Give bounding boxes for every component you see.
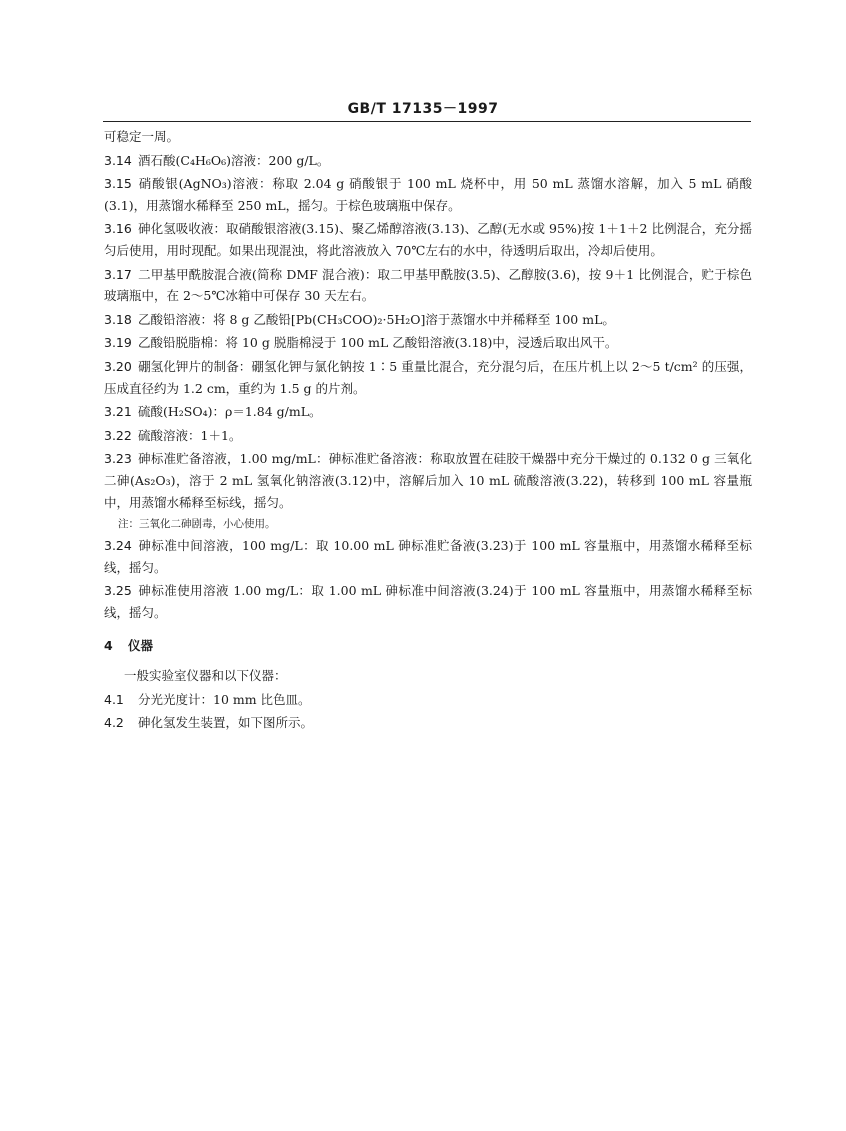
continuation-text: 可稳定一周。 xyxy=(104,129,180,144)
clause-3-17 xyxy=(104,264,752,307)
clause-3-19 xyxy=(104,332,752,354)
items-list xyxy=(104,150,752,514)
section-title: 仪器 xyxy=(128,638,154,654)
clause-4-2 xyxy=(104,712,752,734)
section-number: 4 xyxy=(104,638,113,654)
clause-number: 3.18 xyxy=(104,311,132,327)
clause-number: 3.21 xyxy=(104,404,132,420)
clause-3-22 xyxy=(104,425,752,447)
clause-3-14 xyxy=(104,150,752,172)
items-after-list xyxy=(104,535,752,623)
clause-number: 3.25 xyxy=(104,583,132,599)
document-body xyxy=(104,126,752,736)
clause-number: 3.19 xyxy=(104,335,132,351)
clause-text: 乙酸铅脱脂棉：将 10 g 脱脂棉浸于 100 mL 乙酸铅溶液(3.18)中，浸透后取出风干。 xyxy=(138,335,618,351)
clause-3-18 xyxy=(104,309,752,331)
clause-number: 3.24 xyxy=(104,538,132,554)
clause-text: 砷标准中间溶液，100 mg/L：取 10.00 mL 砷标准贮备液(3.23)于 100 mL 容量瓶中，用蒸馏水稀释至标线，摇匀。 xyxy=(104,538,752,575)
clause-4-1 xyxy=(104,689,752,711)
clause-text: 砷标准贮备溶液，1.00 mg/mL：砷标准贮备溶液：称取放置在硅胶干燥器中充分干燥过的 0.132 0 g 三氧化二砷(As₂O₃)，溶于 2 mL 氢氧化钠溶液(3.12)中，溶解后加入 10 mL 硫酸溶液(3.22)，转移到 100 mL 容量瓶中，用蒸馏水稀释至标线，摇匀。 xyxy=(104,451,752,510)
clause-number: 3.20 xyxy=(104,358,132,374)
clause-3-21 xyxy=(104,401,752,423)
clause-number: 4.1 xyxy=(104,691,124,707)
standard-header: GB/T 17135－1997 xyxy=(347,101,499,117)
clause-number: 3.15 xyxy=(104,176,132,192)
clause-text: 砷化氢吸收液：取硝酸银溶液(3.15)、聚乙烯醇溶液(3.13)、乙醇(无水或 95%)按 1＋1＋2 比例混合，充分摇匀后使用，用时现配。如果出现混浊，将此溶液放入 70℃左右的水中，待透明后取出，冷却后使用。 xyxy=(104,221,752,258)
clause-text: 硼氢化钾片的制备：硼氢化钾与氯化钠按 1∶5 重量比混合，充分混匀后，在压片机上以 2～5 t/cm² 的压强，压成直径约为 1.2 cm，重约为 1.5 g 的片剂。 xyxy=(104,358,752,396)
clause-3-23 xyxy=(104,448,752,513)
clause-3-15 xyxy=(104,173,752,216)
section-4-heading xyxy=(104,635,752,657)
clause-number: 3.22 xyxy=(104,427,132,443)
clause-text: 砷化氢发生装置，如下图所示。 xyxy=(138,715,314,731)
clause-number: 3.14 xyxy=(104,152,132,168)
clause-text: 硝酸银(AgNO₃)溶液：称取 2.04 g 硝酸银于 100 mL 烧杯中，用 50 mL 蒸馏水溶解，加入 5 mL 硝酸(3.1)，用蒸馏水稀释至 250 mL，摇匀。于棕色玻璃瓶中保存。 xyxy=(104,176,752,213)
safety-note: 注：三氧化二砷剧毒，小心使用。 xyxy=(118,518,276,531)
clause-text: 酒石酸(C₄H₆O₆)溶液：200 g/L。 xyxy=(138,152,330,168)
clause-text: 硫酸溶液：1＋1。 xyxy=(138,427,242,443)
clause-number: 3.17 xyxy=(104,266,132,282)
clause-text: 砷标准使用溶液 1.00 mg/L：取 1.00 mL 砷标准中间溶液(3.24)于 100 mL 容量瓶中，用蒸馏水稀释至标线，摇匀。 xyxy=(104,583,752,620)
clause-text: 分光光度计：10 mm 比色皿。 xyxy=(138,691,311,707)
clause-text: 乙酸铅溶液：将 8 g 乙酸铅[Pb(CH₃COO)₂·5H₂O]溶于蒸馏水中并稀释至 100 mL。 xyxy=(138,311,615,327)
header-rule xyxy=(103,121,751,122)
clause-3-24 xyxy=(104,535,752,578)
clause-number: 3.16 xyxy=(104,221,132,237)
clause-text: 二甲基甲酰胺混合液(简称 DMF 混合液)：取二甲基甲酰胺(3.5)、乙醇胺(3.6)，按 9＋1 比例混合，贮于棕色玻璃瓶中，在 2～5℃冰箱中可保存 30 天左右。 xyxy=(104,266,752,304)
clause-number: 3.23 xyxy=(104,451,132,467)
section-4-intro: 一般实验室仪器和以下仪器： xyxy=(124,668,287,684)
clause-number: 4.2 xyxy=(104,715,124,731)
clause-3-20 xyxy=(104,356,752,399)
clause-3-16 xyxy=(104,218,752,261)
clause-3-25 xyxy=(104,580,752,623)
clause-text: 硫酸(H₂SO₄)：ρ＝1.84 g/mL。 xyxy=(138,404,322,420)
